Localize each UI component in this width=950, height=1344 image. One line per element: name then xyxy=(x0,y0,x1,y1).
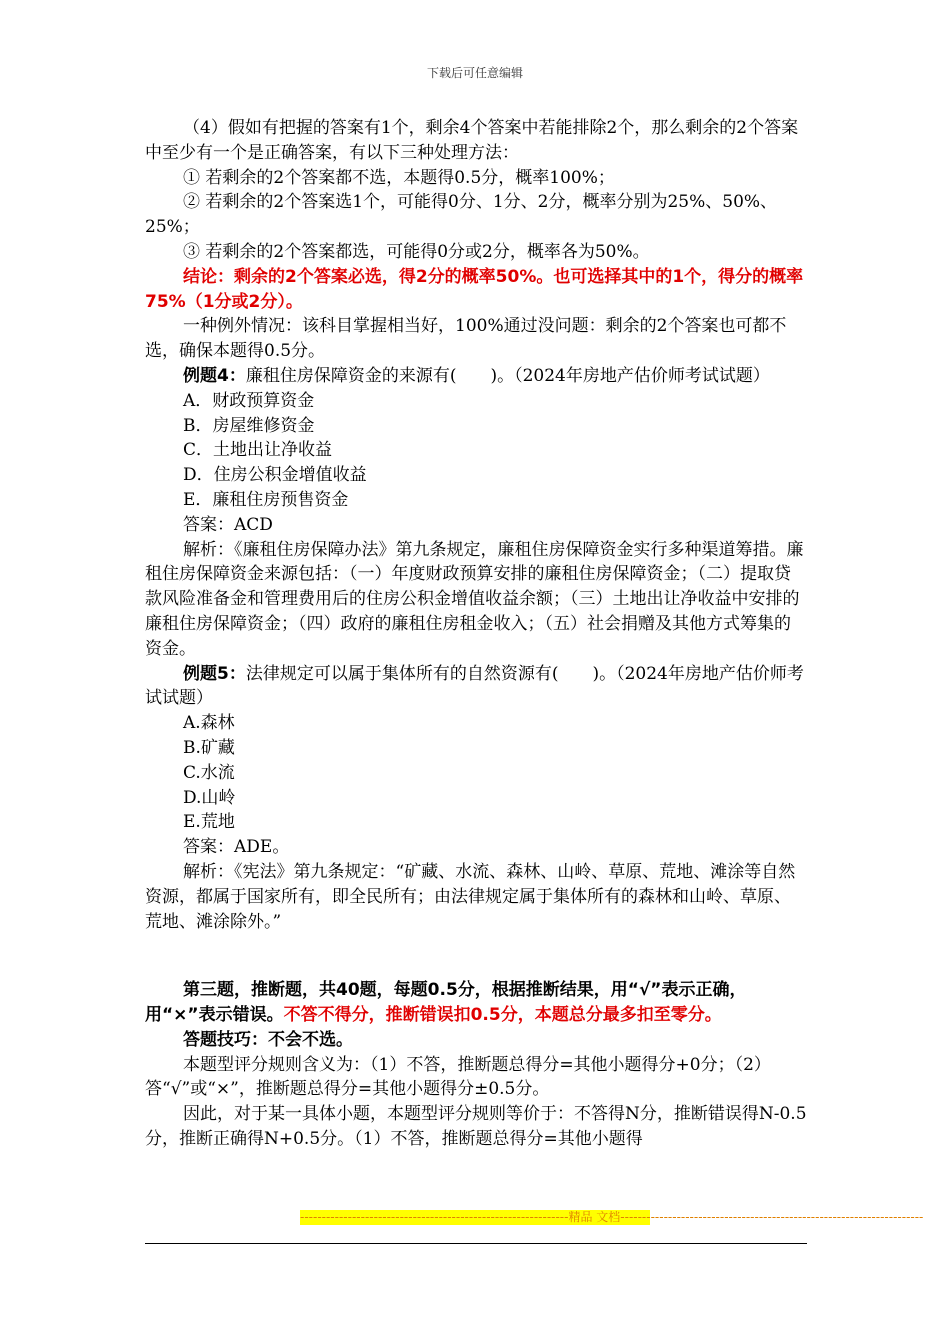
paragraph-text: 法律规定可以属于集体所有的自然资源有( )。（2024年房地产估价师考试试题） xyxy=(145,663,804,709)
paragraph xyxy=(145,314,807,364)
paragraph-text: ① 若剩余的2个答案都不选，本题得0.5分，概率100%； xyxy=(183,167,615,188)
section-heading: 第三题，推断题，共40题，每题0.5分，根据推断结果，用“√”表示正确，用“×”表示错误。 xyxy=(145,980,747,1026)
example-label: 例题5： xyxy=(183,663,246,684)
paragraph-text: 一种例外情况：该科目掌握相当好，100%通过没问题：剩余的2个答案也可都不选，确保本题得0.5分。 xyxy=(145,316,787,362)
footer-watermark-band: --------------------------------------------------------------精品 文档---------------------------------------------------------------------- xyxy=(300,1210,924,1224)
paragraph-text: E.荒地 xyxy=(183,812,235,833)
paragraph-text: C．土地出让净收益 xyxy=(183,440,333,461)
paragraph xyxy=(145,438,807,463)
paragraph-text: C.水流 xyxy=(183,762,235,783)
paragraph xyxy=(145,810,807,835)
paragraph xyxy=(145,364,807,389)
paragraph xyxy=(145,513,807,538)
paragraph-text: ② 若剩余的2个答案选1个，可能得0分、1分、2分，概率分别为25%、50%、25%； xyxy=(145,192,778,238)
paragraph-text: B.矿藏 xyxy=(183,737,235,758)
paragraph-text: 结论：剩余的2个答案必选，得2分的概率50%。也可选择其中的1个，得分的概率75%（1分或2分）。 xyxy=(145,266,804,312)
paragraph-text: A.森林 xyxy=(183,713,235,734)
paragraph xyxy=(145,1102,807,1152)
section-spacer xyxy=(145,934,807,978)
paragraph xyxy=(145,711,807,736)
paragraph-text: 答案：ADE。 xyxy=(183,837,290,858)
paragraph-text: 本题型评分规则含义为：（1）不答，推断题总得分=其他小题得分+0分；（2）答“√”或“×”，推断题总得分=其他小题得分±0.5分。 xyxy=(145,1054,771,1100)
paragraph xyxy=(145,860,807,934)
paragraph-text: ③ 若剩余的2个答案都选，可能得0分或2分，概率各为50%。 xyxy=(183,241,650,262)
paragraph-text: A．财政预算资金 xyxy=(183,390,315,411)
paragraph xyxy=(145,978,807,1028)
paragraph-text: 答案：ACD xyxy=(183,514,273,535)
paragraph-text: 因此，对于某一具体小题，本题型评分规则等价于：不答得N分，推断错误得N-0.5分，推断正确得N+0.5分。（1）不答，推断题总得分=其他小题得 xyxy=(145,1104,807,1150)
paragraph xyxy=(145,662,807,712)
paragraph xyxy=(145,190,807,240)
paragraph xyxy=(145,1053,807,1103)
paragraph-text: （4）假如有把握的答案有1个，剩余4个答案中若能排除2个，那么剩余的2个答案中至少有一个是正确答案，有以下三种处理方法： xyxy=(145,118,799,163)
paragraph-text: 答题技巧：不会不选。 xyxy=(183,1029,353,1050)
paragraph-text: D.山岭 xyxy=(183,787,236,808)
paragraph-text: B．房屋维修资金 xyxy=(183,415,315,436)
paragraph xyxy=(145,835,807,860)
paragraph xyxy=(145,736,807,761)
scoring-warning: 不答不得分，推断错误扣0.5分，本题总分最多扣至零分。 xyxy=(283,1005,722,1026)
example-label: 例题4： xyxy=(183,365,246,386)
paragraph-text: 解析：《廉租住房保障办法》第九条规定，廉租住房保障资金实行多种渠道筹措。廉租住房保障资金来源包括：（一）年度财政预算安排的廉租住房保障资金；（二）提取贷款风险准备金和管理费用后的住房公积金增值收益余额；（三）土地出让净收益中安排的廉租住房保障资金；（四）政府的廉租住房租金收入；（五）社会捐赠及其他方式筹集的资金。 xyxy=(145,539,804,659)
paragraph xyxy=(145,240,807,265)
paragraph xyxy=(145,265,807,315)
paragraph xyxy=(145,488,807,513)
paragraph xyxy=(145,116,807,166)
document-body xyxy=(145,116,807,1152)
paragraph xyxy=(145,538,807,662)
paragraph xyxy=(145,786,807,811)
paragraph-text: 解析：《宪法》第九条规定：“矿藏、水流、森林、山岭、草原、荒地、滩涂等自然资源，都属于国家所有，即全民所有；由法律规定属于集体所有的森林和山岭、草原、荒地、滩涂除外。” xyxy=(145,861,796,932)
paragraph-text: E．廉租住房预售资金 xyxy=(183,489,349,510)
paragraph xyxy=(145,389,807,414)
paragraph-text: 廉租住房保障资金的来源有( )。（2024年房地产估价师考试试题） xyxy=(245,365,770,386)
paragraph xyxy=(145,1028,807,1053)
paragraph xyxy=(145,463,807,488)
footer-divider xyxy=(145,1243,807,1244)
paragraph xyxy=(145,414,807,439)
page-header: 下载后可任意编辑 xyxy=(426,66,523,80)
paragraph xyxy=(145,166,807,191)
paragraph xyxy=(145,761,807,786)
paragraph-text: D．住房公积金增值收益 xyxy=(183,465,367,486)
